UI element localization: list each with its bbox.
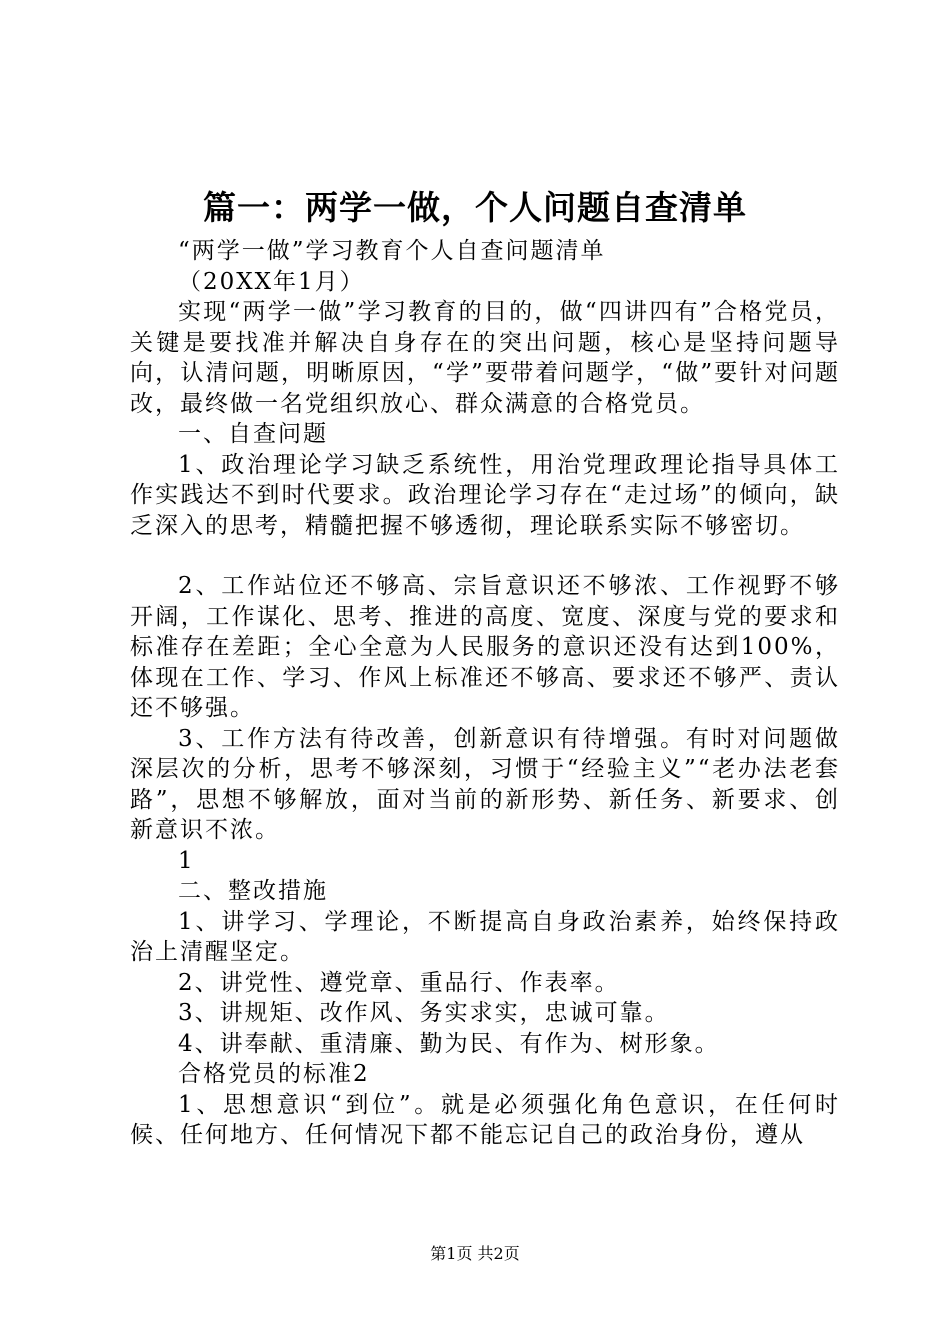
paragraph-intro: 实现“两学一做”学习教育的目的，做“四讲四有”合格党员，关键是要找准并解决自身存在的突出问题，核心是坚持问题导向，认清问题，明晰原因，“学”要带着问题学，“做”要针对问题改，最终做一名党组织放心、群众满意的合格党员。 [130, 299, 840, 417]
paragraph-problem-1: 1、政治理论学习缺乏系统性，用治党理政理论指导具体工作实践达不到时代要求。政治理论学习存在“走过场”的倾向，缺乏深入的思考，精髓把握不够透彻，理论联系实际不够密切。 [130, 451, 840, 539]
section-heading-self-check: 一、自查问题 [178, 421, 328, 447]
page-footer: 第1页 共2页 [430, 1244, 520, 1263]
paragraph-spacer [130, 541, 840, 571]
paragraph-measure-3: 3、讲规矩、改作风、务实求实，忠诚可靠。 [178, 1000, 670, 1026]
paragraph-measure-1: 1、讲学习、学理论，不断提高自身政治素养，始终保持政治上清醒坚定。 [130, 908, 840, 965]
paragraph-subtitle: “两学一做”学习教育个人自查问题清单 [178, 238, 606, 264]
paragraph-problem-2: 2、工作站位还不够高、宗旨意识还不够浓、工作视野不够开阔，工作谋化、思考、推进的高度、宽度、深度与党的要求和标准存在差距；全心全意为人民服务的意识还没有达到100%，体现在工作、学习、作风上标准还不够高、要求还不够严、责认还不够强。 [130, 573, 840, 721]
section-heading-standard: 合格党员的标准2 [178, 1061, 370, 1087]
paragraph-measure-4: 4、讲奉献、重清廉、勤为民、有作为、树形象。 [178, 1030, 720, 1057]
paragraph-marker: 1 [178, 847, 195, 874]
paragraph-date: （20XX年1月） [178, 268, 365, 295]
document-title: 篇一：两学一做，个人问题自查清单 [203, 188, 747, 227]
document-body [130, 236, 840, 1151]
paragraph-measure-2: 2、讲党性、遵党章、重品行、作表率。 [178, 969, 620, 996]
paragraph-standard-1: 1、思想意识“到位”。就是必须强化角色意识，在任何时候、任何地方、任何情况下都不能忘记自己的政治身份，遵从 [130, 1091, 840, 1148]
paragraph-problem-3: 3、工作方法有待改善，创新意识有待增强。有时对问题做深层次的分析，思考不够深刻，习惯于“经验主义”“老办法老套路”，思想不够解放，面对当前的新形势、新任务、新要求、创新意识不浓。 [130, 725, 840, 843]
section-heading-measures: 二、整改措施 [178, 878, 328, 904]
